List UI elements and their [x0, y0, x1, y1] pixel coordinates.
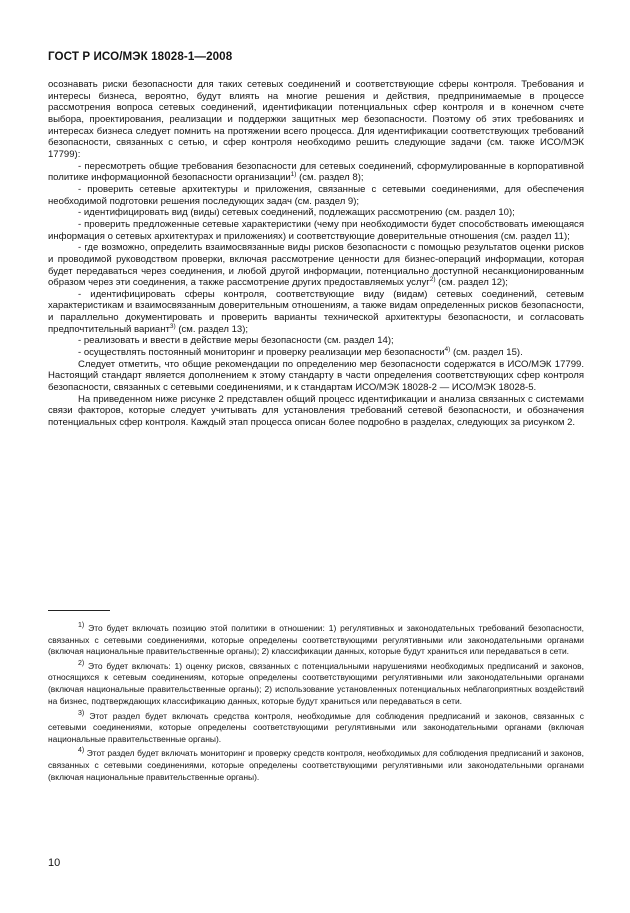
list-item-identify-controls [48, 289, 584, 336]
footnote-text: Этот раздел будет включать мониторинг и проверку средств контроля, необходимых для соблюдения предписаний и законов, связанных с сетевыми соединениями, которые определены соответствующими регулятивными или законодательными органами (включая национальные правительственные органы). [48, 748, 584, 782]
list-item-check-characteristics: - проверить предложенные сетевые характеристики (чему при необходимости будет способствовать имеющаяся информация о сетевых архитектурах и приложениях) и соответствующие доверительные отношения (см. раздел 11); [48, 218, 584, 242]
list-item-check-architectures: - проверить сетевые архитектуры и приложения, связанные с сетевыми соединениями, для обеспечения необходимой подготовки решения последующих задач (см. раздел 9); [48, 183, 584, 207]
section-ref: (см. раздел 13); [175, 323, 249, 335]
list-item-monitor [48, 347, 584, 359]
footnote-3 [48, 708, 584, 746]
footnote-ref: 1) [290, 171, 297, 179]
list-item-text: - где возможно, определить взаимосвязанные виды рисков безопасности с помощью результатов оценки рисков и проводимой руководством проверки, включая рассмотрение ценности для бизнес-операций информации, которая будет передаваться через соединения, и любой другой информации, потенциально доступной несанкционированным образом через эти соединения, а также рассмотрение других предоставляемых услуг [48, 242, 584, 289]
list-item-text: - осуществлять постоянный мониторинг и проверку реализации мер безопасности [78, 347, 445, 359]
footnote-mark: 4) [78, 747, 85, 755]
paragraph-standards: Следует отметить, что общие рекомендации по определению мер безопасности содержатся в ИСО/МЭК 17799. Настоящий стандарт является дополнением к этому стандарту в части определения соответствующих сфер контроля безопасности, связанных с сетевыми соединениями, и к стандартам ИСО/МЭК 18028-2 — ИСО/МЭК 18028-5. [48, 358, 584, 394]
section-ref: (см. раздел 15). [450, 347, 523, 359]
list-item-text: - пересмотреть общие требования безопасности для сетевых соединений, сформулированные в корпоративной политике информационной безопасности организации [48, 160, 584, 184]
footnote-ref: 4) [444, 345, 451, 353]
footnote-text: Это будет включать позицию этой политики в отношении: 1) регулятивных и законодательных требований безопасности, связанных с сетевыми соединениями, которые определены соответствующими регулятивными или законодательными органами (включая национальные правительственные органы); 2) классификации данных, которые будут храниться или передаваться в сети. [48, 622, 584, 657]
footnote-ref: 3) [169, 322, 176, 330]
footnote-4 [48, 745, 584, 783]
document-header: ГОСТ Р ИСО/МЭК 18028-1—2008 [48, 50, 233, 63]
footnote-mark: 3) [78, 709, 85, 717]
list-item-implement-measures: - реализовать и ввести в действие меры безопасности (см. раздел 14); [78, 335, 394, 347]
list-item-text: - идентифицировать сферы контроля, соответствующие виду (видам) сетевых соединений, сетевым характеристикам и взаимосвязанным доверительным отношениям, а также видам определенных рисков безопасности, и параллельно документировать и проверить варианты технической архитектуры безопасности, и согласовать предпочтительный вариант [48, 288, 584, 335]
footnote-mark: 2) [78, 659, 85, 667]
footnote-ref: 2) [429, 275, 436, 283]
list-item-identify-connections: - идентифицировать вид (виды) сетевых соединений, подлежащих рассмотрению (см. раздел 10); [78, 207, 515, 219]
main-text [48, 79, 584, 429]
list-item-determine-risks [48, 242, 584, 289]
page-number: 10 [48, 857, 61, 869]
footnote-mark: 1) [78, 622, 85, 629]
footnote-1 [48, 620, 584, 658]
paragraph-figure-intro: На приведенном ниже рисунке 2 представлен общий процесс идентификации и анализа связанных с системами связи факторов, которые следует учитывать для установления требований сетевой безопасности, и обозначения потенциальных сфер контроля. Каждый этап процесса описан более подробно в разделах, следующих за рисунком 2. [48, 393, 584, 429]
footnotes [48, 620, 584, 783]
list-item-review-requirements [48, 161, 584, 184]
footnote-2 [48, 658, 584, 708]
footnote-divider [48, 610, 110, 611]
section-ref: (см. раздел 12); [435, 277, 508, 289]
footnote-text: Это будет включать: 1) оценку рисков, связанных с потенциальными нарушениями необходимых предписаний и законов, относящихся к сетевым соединениям, которые определены соответствующими регулятивными или законодательными органами (включая национальные правительственные органы); 2) использование установленных потенциальных неблагоприятных воздействий на бизнес, подтверждающих классификацию данных, которые будут храниться или передаваться в сети. [48, 660, 584, 706]
footnote-text: Этот раздел будет включать средства контроля, необходимые для соблюдения предписаний и законов, связанных с сетевыми соединениями, которые определены соответствующими регулятивными или законодательными органами (включая национальные правительственные органы). [48, 710, 584, 744]
paragraph-intro: осознавать риски безопасности для таких сетевых соединений и соответствующие сферы контроля. Требования и интересы бизнеса, вероятно, будут влиять на многие решения и действия, предпринимаемые в процессе рассмотрения вопроса сетевых соединений, идентификации потенциальных сфер контроля и в конечном счете выбора, проектирования, реализации и поддержки защитных мер безопасности. Поэтому об этих требованиях и интересах бизнеса следует помнить на протяжении всего процесса. Для идентификации соответствующих требований безопасности, связанных с сетью, и сфер контроля необходимо решить следующие задачи (см. также ИСО/МЭК 17799): [48, 79, 584, 160]
section-ref: (см. раздел 8); [296, 172, 364, 184]
